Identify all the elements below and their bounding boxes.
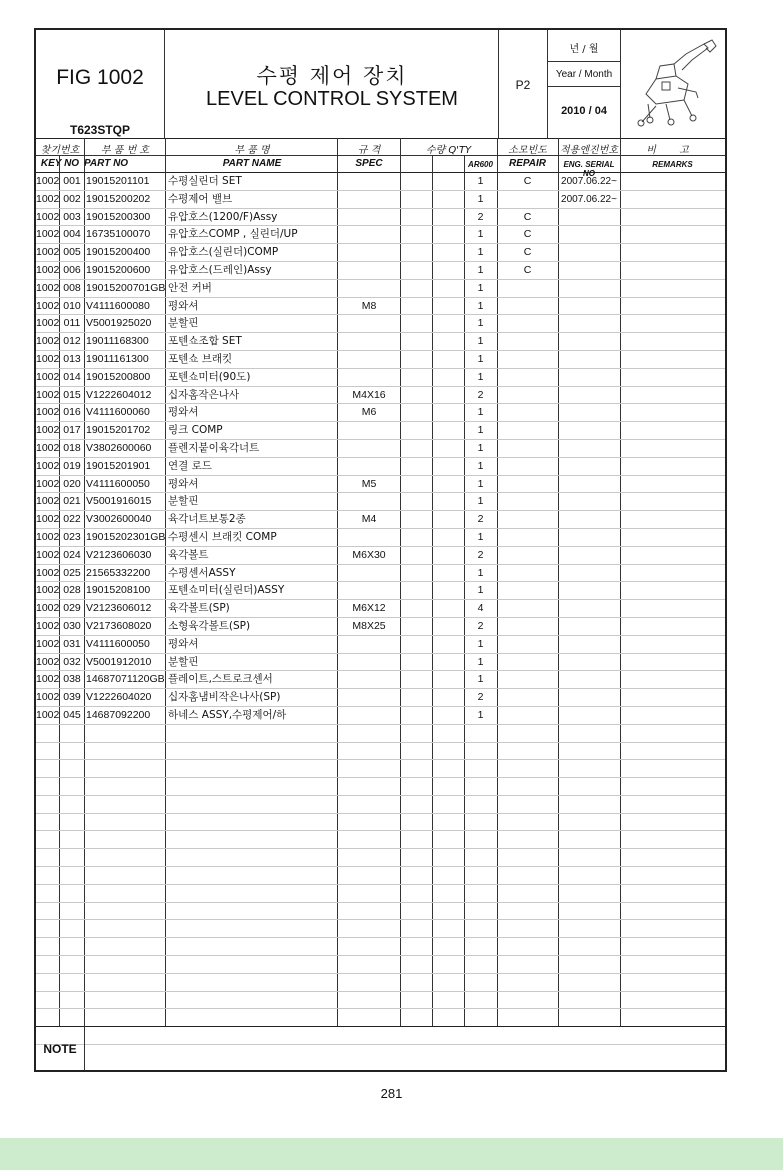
- cell-name: 링크 COMP: [168, 424, 223, 437]
- cell-key: 045: [63, 708, 81, 721]
- cell-qty: 2: [477, 619, 484, 632]
- cell-qty: 1: [477, 441, 484, 454]
- cell-key: 031: [63, 637, 81, 650]
- cell-name: 십자홈냄비작은나사(SP): [168, 691, 281, 704]
- cell-fig: 1002: [36, 513, 59, 526]
- cell-qty: 1: [477, 299, 484, 312]
- cell-key: 025: [63, 566, 81, 579]
- cell-key: 020: [63, 477, 81, 490]
- cell-key: 011: [63, 317, 81, 330]
- col-spec-ko: 규 격: [357, 145, 381, 156]
- table-row: [36, 511, 725, 529]
- col-qty-ko: 수량 Q'TY: [425, 145, 472, 156]
- table-row: [36, 600, 725, 618]
- empty-row: [36, 938, 725, 956]
- figure-number: FIG 1002: [56, 66, 144, 89]
- cell-part-no: V3002600040: [86, 513, 152, 526]
- table-row: [36, 458, 725, 476]
- cell-qty: 1: [477, 530, 484, 543]
- cell-fig: 1002: [36, 673, 59, 686]
- cell-name: 육각너트보통2종: [168, 513, 246, 526]
- title-english: LEVEL CONTROL SYSTEM: [206, 88, 458, 110]
- table-row: [36, 387, 725, 405]
- cell-qty: 1: [477, 263, 484, 276]
- cell-part-no: V5001925020: [86, 317, 152, 330]
- empty-row: [36, 956, 725, 974]
- cell-key: 001: [63, 175, 81, 187]
- cell-name: 플렌지붙이육각너트: [168, 441, 260, 454]
- cell-name: 포텐쇼조합 SET: [168, 335, 242, 348]
- cell-qty: 1: [477, 584, 484, 597]
- table-row: [36, 226, 725, 244]
- cell-qty: 1: [477, 477, 484, 490]
- cell-key: 012: [63, 335, 81, 348]
- cell-name: 포텐쇼 브래킷: [168, 352, 233, 365]
- col-repair-ko: 소모빈도: [508, 145, 547, 156]
- cell-part-no: V4111600080: [86, 299, 150, 312]
- cell-qty: 2: [477, 388, 484, 401]
- empty-row: [36, 831, 725, 849]
- cell-key: 004: [63, 228, 81, 241]
- cell-part-no: 21565332200: [86, 566, 151, 579]
- cell-serial: 2007.06.22~: [561, 176, 617, 187]
- cell-name: 포텐쇼미터(실린더)ASSY: [168, 584, 285, 597]
- page-code: P2: [515, 78, 531, 92]
- cell-spec: M6X30: [352, 548, 386, 561]
- cell-part-no: 19015208100: [86, 584, 151, 597]
- col-serial-ko: 적용엔진번호: [560, 145, 618, 156]
- col-spec-en: SPEC: [355, 158, 383, 169]
- cell-qty: 2: [477, 548, 484, 561]
- table-row: [36, 422, 725, 440]
- table-row: [36, 689, 725, 707]
- cell-key: 028: [63, 584, 81, 597]
- cell-part-no: 19015200400: [86, 246, 151, 259]
- cell-qty: 4: [477, 602, 484, 615]
- cell-name: 평와셔: [168, 477, 199, 490]
- cell-fig: 1002: [36, 246, 59, 259]
- cell-fig: 1002: [36, 317, 59, 330]
- table-row: [36, 191, 725, 209]
- cell-qty: 1: [477, 175, 484, 187]
- year-month-label-en: Year / Month: [555, 69, 613, 80]
- cell-spec: M6: [361, 406, 377, 419]
- page-number: 281: [380, 1086, 403, 1101]
- model-code: T623STQP: [69, 123, 131, 137]
- cell-repair: C: [523, 263, 532, 276]
- cell-part-no: V4111600060: [86, 406, 150, 419]
- empty-row: [36, 743, 725, 761]
- cell-part-no: 14687092200: [86, 708, 151, 721]
- table-row: [36, 351, 725, 369]
- col-key-ko: 찾기번호: [40, 145, 80, 156]
- cell-fig: 1002: [36, 281, 59, 294]
- empty-row: [36, 903, 725, 921]
- cell-name: 유압호스(드레인)Assy: [168, 263, 272, 276]
- cell-spec: M4: [361, 513, 377, 526]
- cell-repair: C: [523, 175, 532, 187]
- col-key-en: KEY NO: [40, 158, 80, 169]
- cell-qty: 1: [477, 655, 484, 668]
- cell-key: 023: [63, 530, 81, 543]
- empty-row: [36, 920, 725, 938]
- cell-qty: 1: [477, 246, 484, 259]
- table-row: [36, 209, 725, 227]
- cell-key: 014: [63, 370, 81, 383]
- cell-key: 022: [63, 513, 81, 526]
- cell-key: 039: [63, 691, 81, 704]
- col-repair-en: REPAIR: [508, 158, 547, 169]
- cell-part-no: V4111600050: [86, 637, 150, 650]
- col-qty-en: AR600: [468, 160, 493, 169]
- cell-name: 유압호스(1200/F)Assy: [168, 210, 278, 223]
- cell-fig: 1002: [36, 691, 59, 704]
- cell-key: 029: [63, 602, 81, 615]
- cell-part-no: V1222604020: [86, 691, 152, 704]
- cell-qty: 1: [477, 406, 484, 419]
- cell-name: 안전 커버: [168, 281, 212, 294]
- year-month-value: 2010 / 04: [561, 105, 607, 117]
- cell-qty: 1: [477, 708, 484, 721]
- cell-key: 024: [63, 548, 81, 561]
- cell-fig: 1002: [36, 175, 59, 187]
- cell-repair: C: [523, 228, 532, 241]
- cell-key: 008: [63, 281, 81, 294]
- cell-repair: C: [523, 210, 532, 223]
- cell-key: 015: [63, 388, 81, 401]
- cell-part-no: 19015200701GB: [86, 281, 166, 294]
- table-row: [36, 404, 725, 422]
- cell-key: 021: [63, 495, 81, 508]
- cell-name: 분할핀: [168, 317, 199, 330]
- cell-qty: 1: [477, 335, 484, 348]
- cell-fig: 1002: [36, 263, 59, 276]
- cell-fig: 1002: [36, 299, 59, 312]
- note-label: NOTE: [43, 1042, 77, 1056]
- empty-row: [36, 1027, 725, 1045]
- cell-key: 005: [63, 246, 81, 259]
- cell-key: 013: [63, 352, 81, 365]
- cell-name: 십자홈작은나사: [168, 388, 240, 401]
- col-partname-en: PART NAME: [222, 158, 282, 169]
- cell-part-no: V2123606030: [86, 548, 152, 561]
- cell-part-no: V1222604012: [86, 388, 152, 401]
- table-row: [36, 333, 725, 351]
- empty-row: [36, 778, 725, 796]
- cell-key: 032: [63, 655, 81, 668]
- col-partno-ko: 부 품 번 호: [100, 145, 150, 156]
- cell-key: 017: [63, 424, 81, 437]
- cell-part-no: V4111600050: [86, 477, 150, 490]
- cell-name: 플레이트,스트로크센서: [168, 673, 273, 686]
- cell-fig: 1002: [36, 619, 59, 632]
- cell-qty: 2: [477, 691, 484, 704]
- empty-row: [36, 796, 725, 814]
- col-remarks-ko: 비 고: [646, 145, 699, 156]
- cell-qty: 1: [477, 317, 484, 330]
- empty-row: [36, 867, 725, 885]
- cell-key: 038: [63, 673, 81, 686]
- cell-qty: 1: [477, 637, 484, 650]
- cell-fig: 1002: [36, 584, 59, 597]
- cell-fig: 1002: [36, 637, 59, 650]
- cell-spec: M8: [361, 299, 377, 312]
- cell-serial: 2007.06.22~: [561, 193, 617, 205]
- cell-part-no: 19015200600: [86, 263, 151, 276]
- cell-name: 유압호스COMP , 실린더/UP: [168, 228, 298, 241]
- cell-part-no: 19015200300: [86, 210, 151, 223]
- empty-row: [36, 725, 725, 743]
- cell-fig: 1002: [36, 228, 59, 241]
- cell-spec: M4X16: [352, 388, 386, 401]
- cell-qty: 1: [477, 424, 484, 437]
- cell-name: 분할핀: [168, 655, 199, 668]
- cell-fig: 1002: [36, 602, 59, 615]
- cell-name: 평와셔: [168, 299, 199, 312]
- cell-part-no: 19011168300: [86, 335, 149, 348]
- cell-part-no: 19015201101: [86, 175, 150, 187]
- cell-name: 육각볼트(SP): [168, 602, 230, 615]
- empty-row: [36, 992, 725, 1010]
- cell-fig: 1002: [36, 406, 59, 419]
- year-month-label-ko: 년 / 월: [569, 44, 599, 55]
- cell-qty: 1: [477, 228, 484, 241]
- cell-fig: 1002: [36, 441, 59, 454]
- cell-fig: 1002: [36, 655, 59, 668]
- cell-spec: M8X25: [352, 619, 386, 632]
- parts-list-sheet: [34, 28, 727, 1072]
- cell-key: 002: [63, 192, 81, 205]
- cell-key: 003: [63, 210, 81, 223]
- cell-qty: 1: [477, 495, 484, 508]
- cell-part-no: 19015200202: [86, 192, 151, 205]
- table-row: [36, 244, 725, 262]
- cell-part-no: V2123606012: [86, 602, 152, 615]
- cell-fig: 1002: [36, 192, 59, 205]
- empty-row: [36, 885, 725, 903]
- cell-spec: M5: [361, 477, 377, 490]
- cell-name: 포텐쇼미터(90도): [168, 370, 251, 383]
- cell-part-no: V3802600060: [86, 441, 152, 454]
- col-serial-en: ENG. SERIAL NO: [563, 160, 615, 178]
- cell-fig: 1002: [36, 388, 59, 401]
- table-row: [36, 654, 725, 672]
- table-row: [36, 547, 725, 565]
- parts-table-body: [36, 173, 725, 1045]
- cell-spec: M6X12: [352, 602, 386, 615]
- table-row: [36, 262, 725, 280]
- cell-fig: 1002: [36, 708, 59, 721]
- empty-row: [36, 1009, 725, 1027]
- cell-name: 소형육각볼트(SP): [168, 619, 251, 632]
- cell-fig: 1002: [36, 210, 59, 223]
- empty-row: [36, 760, 725, 778]
- cell-key: 019: [63, 459, 81, 472]
- table-row: [36, 582, 725, 600]
- cell-part-no: 19015201901: [86, 459, 151, 472]
- cell-part-no: 14687071120GB: [86, 673, 165, 686]
- empty-row: [36, 974, 725, 992]
- cell-part-no: V5001916015: [86, 495, 152, 508]
- title-korean: 수평 제어 장치: [256, 64, 408, 88]
- cell-qty: 1: [477, 352, 484, 365]
- cell-name: 평와셔: [168, 637, 199, 650]
- cell-fig: 1002: [36, 566, 59, 579]
- cell-part-no: 19015201702: [86, 424, 151, 437]
- cell-name: 수평센시 브래킷 COMP: [168, 530, 277, 543]
- cell-fig: 1002: [36, 548, 59, 561]
- cell-fig: 1002: [36, 495, 59, 508]
- col-remarks-en: REMARKS: [652, 160, 693, 169]
- cell-fig: 1002: [36, 424, 59, 437]
- cell-fig: 1002: [36, 459, 59, 472]
- cell-name: 수평제어 밸브: [168, 192, 233, 205]
- cell-part-no: 16735100070: [86, 228, 151, 241]
- table-row: [36, 369, 725, 387]
- cell-name: 수평센서ASSY: [168, 566, 236, 579]
- cell-fig: 1002: [36, 335, 59, 348]
- empty-row: [36, 814, 725, 832]
- cell-key: 010: [63, 299, 81, 312]
- cell-qty: 1: [477, 192, 484, 205]
- cell-qty: 2: [477, 513, 484, 526]
- cell-name: 분할핀: [168, 495, 199, 508]
- col-partno-en: PART NO: [84, 158, 129, 169]
- cell-fig: 1002: [36, 370, 59, 383]
- cell-part-no: 19015202301GB: [86, 530, 166, 543]
- cell-fig: 1002: [36, 530, 59, 543]
- cell-key: 018: [63, 441, 81, 454]
- table-row: [36, 671, 725, 689]
- cell-qty: 2: [477, 210, 484, 223]
- cell-part-no: 19015200800: [86, 370, 151, 383]
- table-row: [36, 298, 725, 316]
- table-row: [36, 707, 725, 725]
- cell-name: 유압호스(실린더)COMP: [168, 246, 279, 259]
- table-row: [36, 618, 725, 636]
- cell-fig: 1002: [36, 477, 59, 490]
- cell-part-no: V5001912010: [86, 655, 152, 668]
- cell-part-no: 19011161300: [86, 352, 149, 365]
- cell-part-no: V2173608020: [86, 619, 152, 632]
- cell-fig: 1002: [36, 352, 59, 365]
- table-row: [36, 493, 725, 511]
- cell-name: 육각볼트: [168, 548, 209, 561]
- cell-key: 030: [63, 619, 81, 632]
- table-row: [36, 565, 725, 583]
- cell-key: 006: [63, 263, 81, 276]
- cell-name: 연결 로드: [168, 459, 212, 472]
- cell-qty: 1: [477, 281, 484, 294]
- table-row: [36, 636, 725, 654]
- cell-key: 016: [63, 406, 81, 419]
- cell-qty: 1: [477, 566, 484, 579]
- cell-qty: 1: [477, 459, 484, 472]
- bottom-band: [0, 1138, 783, 1170]
- cell-repair: C: [523, 246, 532, 259]
- table-row: [36, 173, 725, 191]
- table-row: [36, 529, 725, 547]
- table-row: [36, 476, 725, 494]
- table-row: [36, 315, 725, 333]
- cell-name: 하네스 ASSY,수평제어/하: [168, 708, 287, 721]
- cell-name: 평와셔: [168, 406, 199, 419]
- cell-qty: 1: [477, 673, 484, 686]
- excavator-illustration: [626, 34, 722, 130]
- table-row: [36, 280, 725, 298]
- table-row: [36, 440, 725, 458]
- cell-qty: 1: [477, 370, 484, 383]
- cell-name: 수평실린더 SET: [168, 175, 242, 187]
- empty-row: [36, 849, 725, 867]
- col-partname-ko: 부 품 명: [234, 145, 270, 156]
